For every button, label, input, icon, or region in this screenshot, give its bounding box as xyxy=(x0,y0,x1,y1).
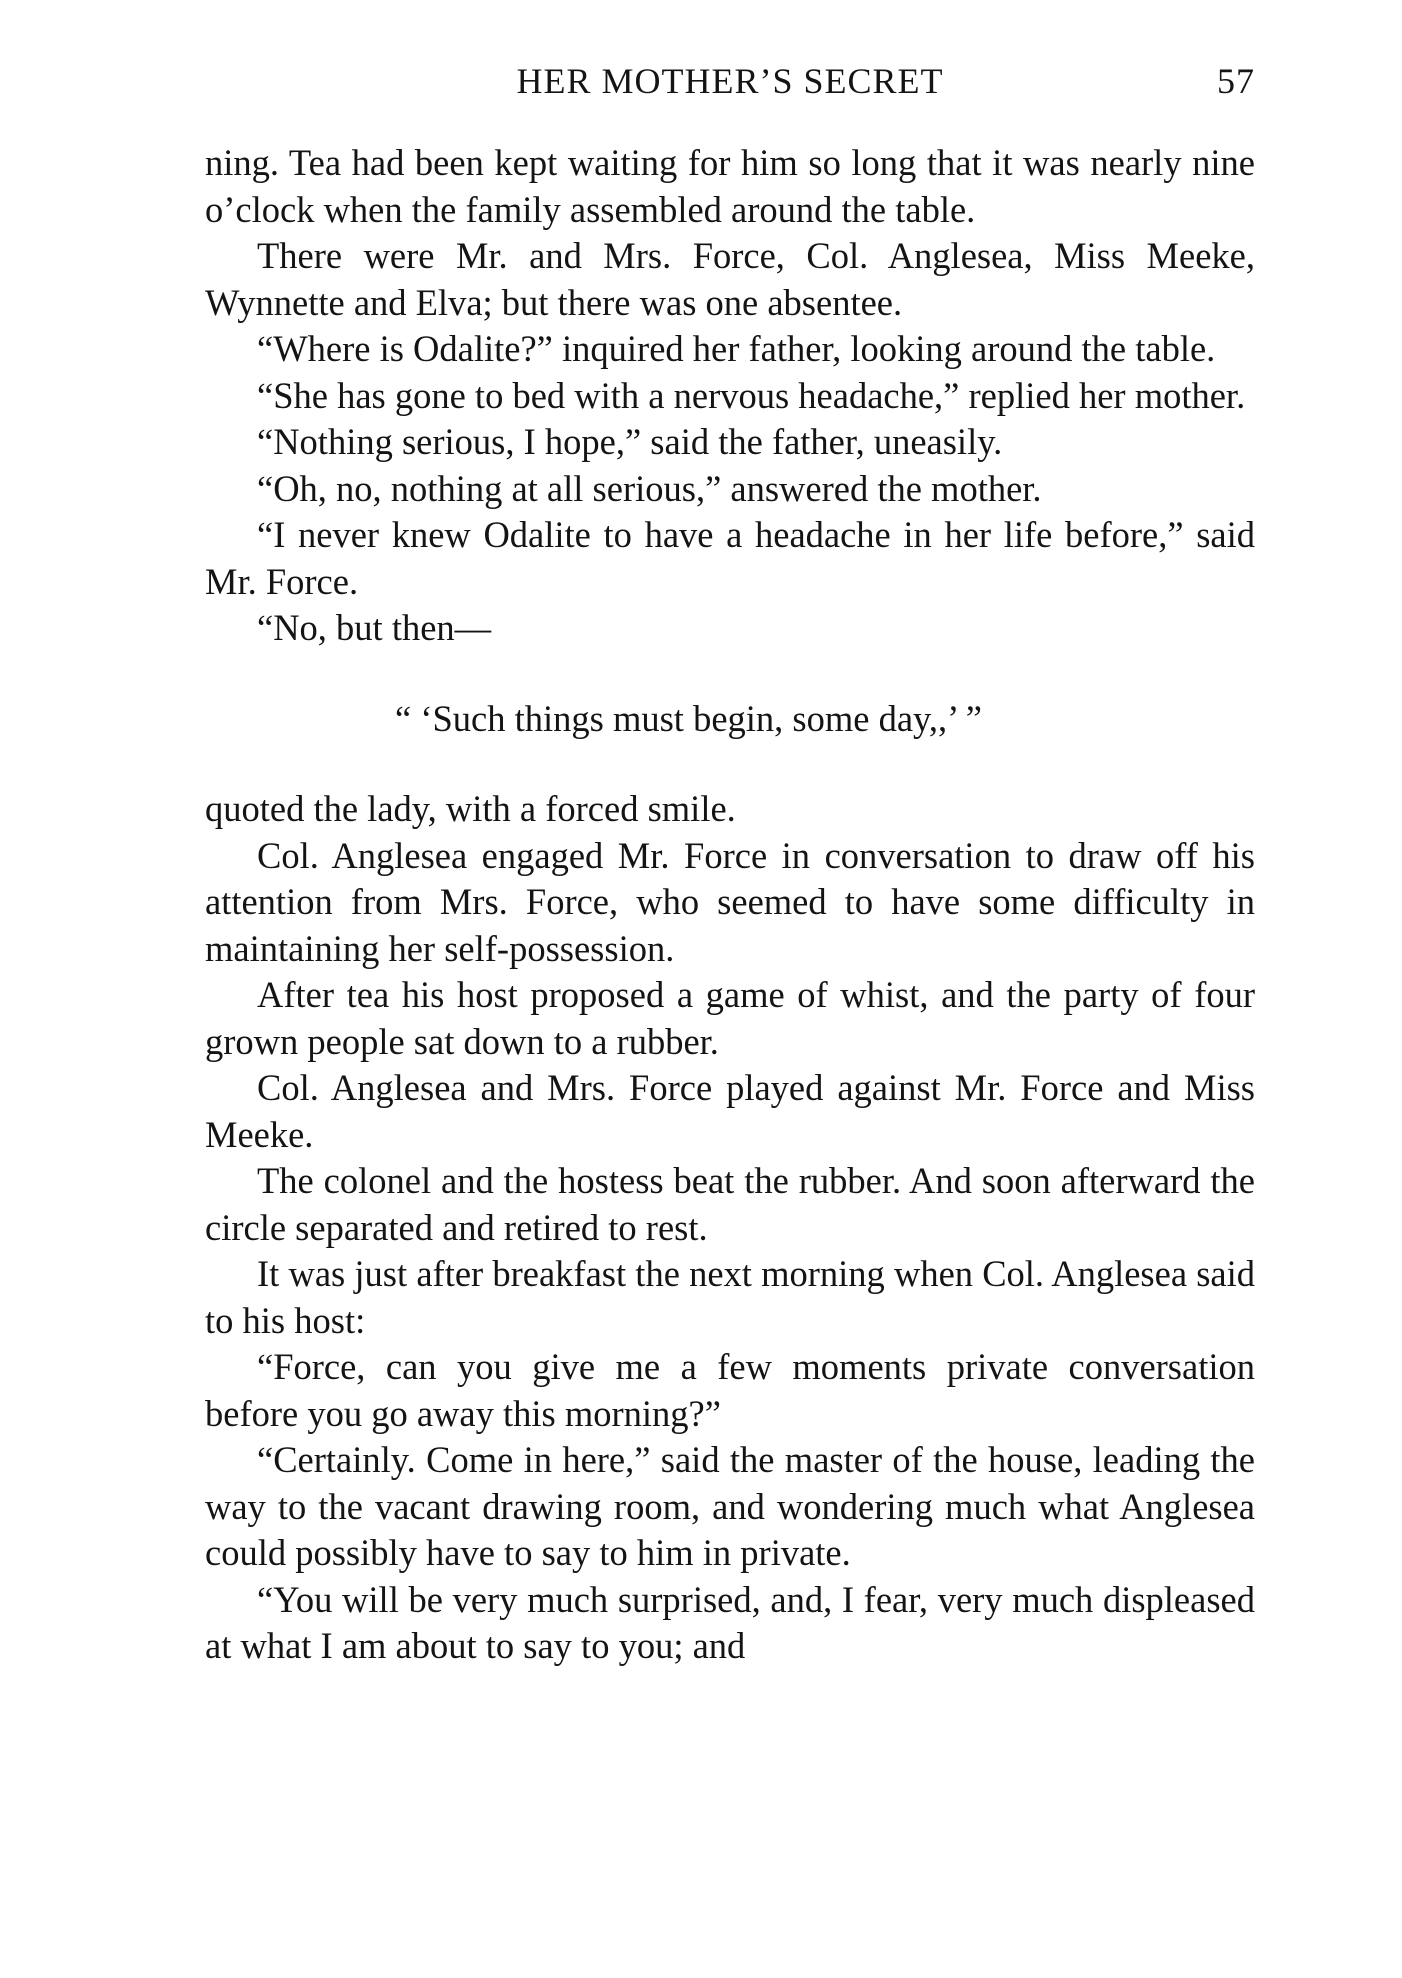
paragraph: “Certainly. Come in here,” said the master of the house, leading the way to the vacant drawing room, and wondering much what Anglesea could possibly have to say to him in private. xyxy=(205,1439,1255,1573)
paragraph: “You will be very much surprised, and, I fear, very much displeased at what I am about to say to you; and xyxy=(205,1578,1255,1666)
paragraph: “Where is Odalite?” inquired her father, looking around the table. xyxy=(257,328,1216,369)
paragraph: ning. Tea had been kept waiting for him so long that it was nearly nine o’clock when the family assembled around the table. xyxy=(205,142,1255,230)
paragraph: “No, but then— xyxy=(257,607,492,648)
paragraph: Col. Anglesea and Mrs. Force played against Mr. Force and Miss Meeke. xyxy=(205,1067,1255,1155)
paragraph: After tea his host proposed a game of whist, and the party of four grown people sat down to a rubber. xyxy=(205,974,1255,1062)
paragraph: Col. Anglesea engaged Mr. Force in conversation to draw off his attention from Mrs. Force, who seemed to have some difficulty in maintaining her self-possession. xyxy=(205,834,1255,969)
running-title: HER MOTHER’S SECRET xyxy=(516,61,944,101)
paragraph: The colonel and the hostess beat the rubber. And soon afterward the circle separated and retired to rest. xyxy=(205,1160,1255,1248)
paragraph: quoted the lady, with a forced smile. xyxy=(205,788,736,829)
book-page xyxy=(205,50,1255,1670)
paragraph: “She has gone to bed with a nervous headache,” replied her mother. xyxy=(257,374,1246,416)
quoted-verse: “ ‘Such things must begin, some day,,’ ” xyxy=(395,697,982,739)
paragraph: “I never knew Odalite to have a headache in her life before,” said Mr. Force. xyxy=(205,514,1255,602)
page-number: 57 xyxy=(1217,61,1255,101)
paragraph: There were Mr. and Mrs. Force, Col. Anglesea, Miss Meeke, Wynnette and Elva; but there was one absentee. xyxy=(205,235,1255,323)
paragraph: “Nothing serious, I hope,” said the father, uneasily. xyxy=(257,421,1003,462)
paragraph: “Oh, no, nothing at all serious,” answered the mother. xyxy=(257,467,1042,509)
paragraph: “Force, can you give me a few moments private conversation before you go away this morning?” xyxy=(205,1346,1255,1434)
paragraph: It was just after breakfast the next morning when Col. Anglesea said to his host: xyxy=(205,1253,1255,1341)
body-text xyxy=(205,140,1255,1670)
page-header xyxy=(205,50,1255,110)
